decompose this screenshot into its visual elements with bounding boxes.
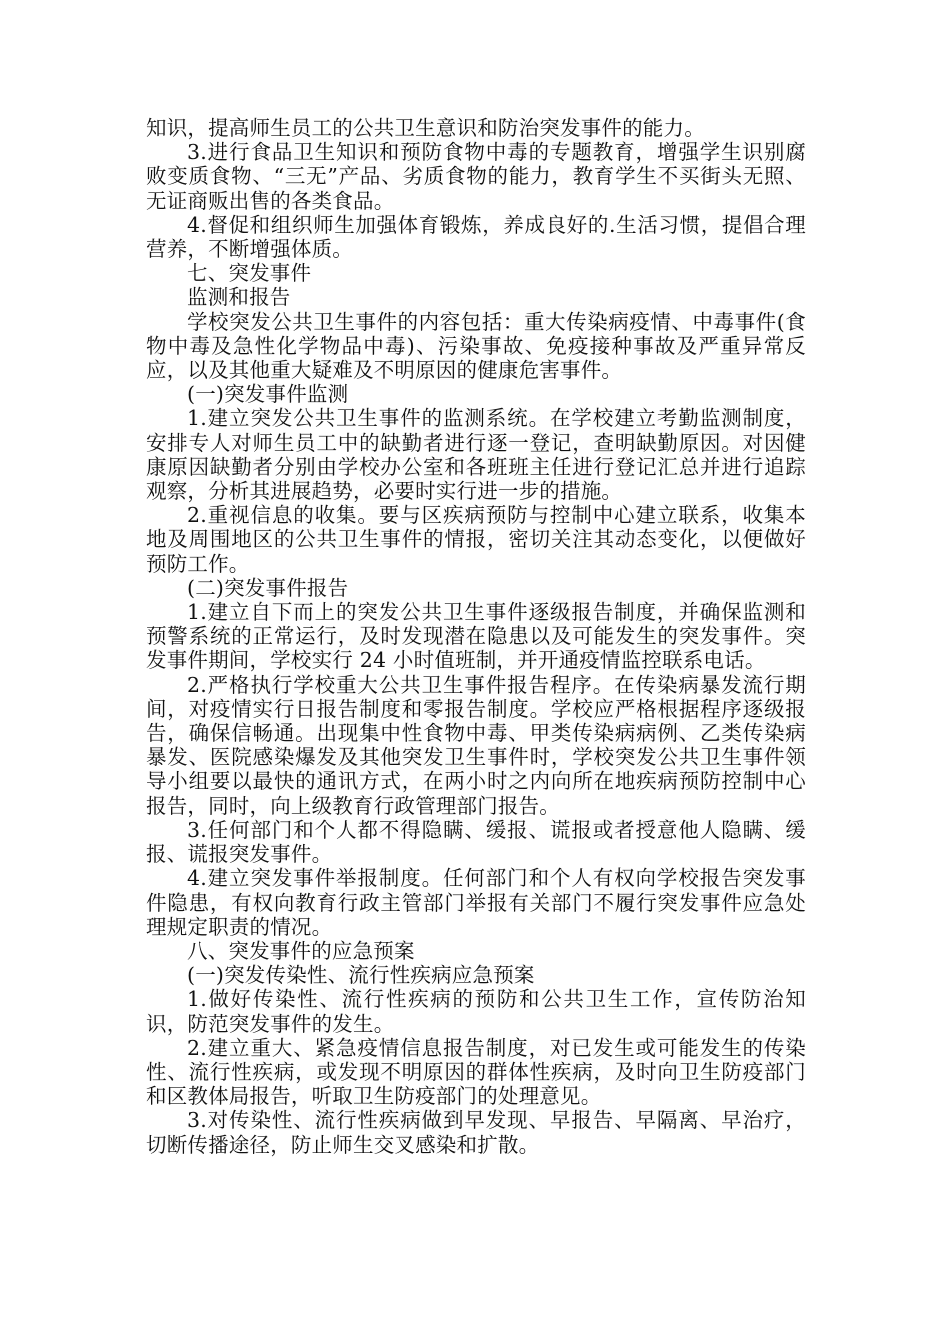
paragraph-information-collection: 2.重视信息的收集。要与区疾病预防与控制中心建立联系，收集本地及周围地区的公共卫生事件的情报，密切关注其动态变化，以便做好预防工作。 [146, 503, 806, 576]
section-subheading-monitoring: 监测和报告 [187, 285, 291, 310]
paragraph-no-concealment: 3.任何部门和个人都不得隐瞒、缓报、谎报或者授意他人隐瞒、缓报、谎报突发事件。 [146, 817, 806, 867]
paragraph-epidemic-reporting: 2.建立重大、紧急疫情信息报告制度，对已发生或可能发生的传染性、流行性疾病，或发现不明原因的群体性疾病，及时向卫生防疫部门和区教体局报告，听取卫生防疫部门的处理意见。 [146, 1035, 806, 1109]
subheading-event-reporting: (二)突发事件报告 [187, 575, 349, 600]
paragraph-prevention-work: 1.做好传染性、流行性疾病的预防和公共卫生工作，宣传防治知识，防范突发事件的发生。 [146, 987, 806, 1036]
section-heading-contingency-plan: 八、突发事件的应急预案 [187, 938, 415, 963]
document-body [146, 116, 806, 1157]
paragraph-continuation: 知识，提高师生员工的公共卫生意识和防治突发事件的能力。 [146, 116, 705, 140]
paragraph-reporting-procedure: 2.严格执行学校重大公共卫生事件报告程序。在传染病暴发流行期间，对疫情实行日报告制度和零报告制度。学校应严格根据程序逐级报告，确保信畅通。出现集中性食物中毒、甲类传染病病例、乙类传染病暴发、医院感染爆发及其他突发卫生事件时，学校突发公共卫生事件领导小组要以最快的通讯方式，在两小时之内向所在地疾病预防控制中心报告，同时，向上级教育行政管理部门报告。 [146, 672, 806, 818]
paragraph-early-detection: 3.对传染性、流行性疾病做到早发现、早报告、早隔离、早治疗，切断传播途径，防止师生交叉感染和扩散。 [146, 1108, 806, 1157]
paragraph-item-3-food-hygiene: 3.进行食品卫生知识和预防食物中毒的专题教育，增强学生识别腐败变质食物、“三无”产品、劣质食物的能力，教育学生不买街头无照、无证商贩出售的各类食品。 [146, 140, 806, 213]
subheading-event-monitoring: (一)突发事件监测 [187, 382, 349, 407]
subheading-infectious-disease-plan: (一)突发传染性、流行性疾病应急预案 [187, 963, 535, 988]
paragraph-reporting-system: 1.建立自下而上的突发公共卫生事件逐级报告制度，并确保监测和预警系统的正常运行，及时发现潜在隐患以及可能发生的突发事件。突发事件期间，学校实行 24 小时值班制，并开通疫情监控联系电话。 [146, 600, 806, 673]
section-heading-emergency: 七、突发事件 [187, 261, 312, 286]
paragraph-monitoring-system: 1.建立突发公共卫生事件的监测系统。在学校建立考勤监测制度，安排专人对师生员工中的缺勤者进行逐一登记，查明缺勤原因。对因健康原因缺勤者分别由学校办公室和各班班主任进行登记汇总并进行追踪观察，分析其进展趋势，必要时实行进一步的措施。 [146, 406, 806, 504]
paragraph-emergency-scope: 学校突发公共卫生事件的内容包括：重大传染病疫情、中毒事件(食物中毒及急性化学物品中毒)、污染事故、免疫接种事故及严重异常反应，以及其他重大疑难及不明原因的健康危害事件。 [146, 309, 806, 383]
paragraph-whistleblowing: 4.建立突发事件举报制度。任何部门和个人有权向学校报告突发事件隐患，有权向教育行政主管部门举报有关部门不履行突发事件应急处理规定职责的情况。 [146, 866, 806, 939]
paragraph-item-4-exercise: 4.督促和组织师生加强体育锻炼，养成良好的.生活习惯，提倡合理营养，不断增强体质。 [146, 212, 806, 262]
